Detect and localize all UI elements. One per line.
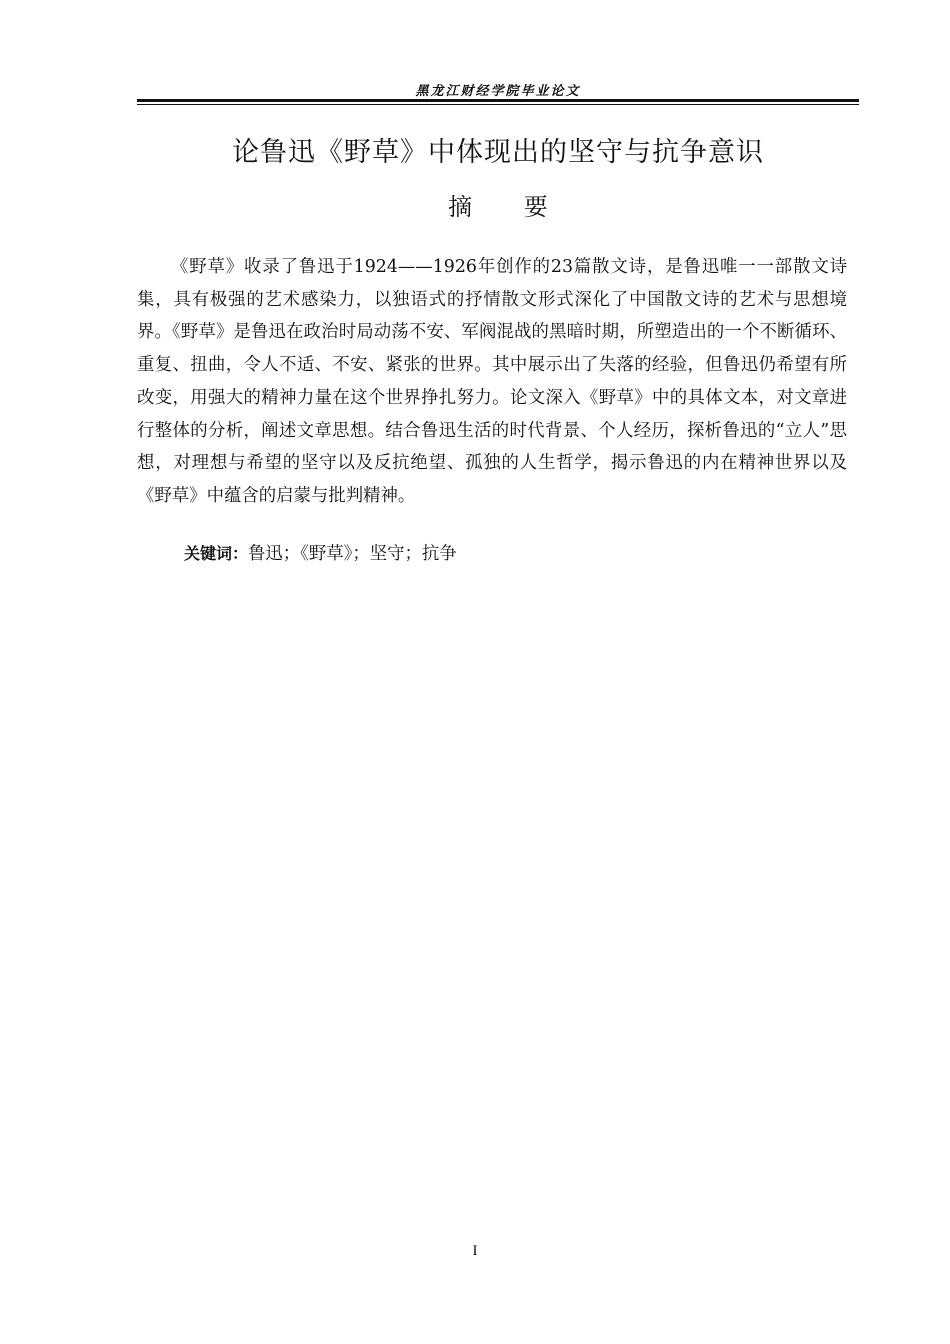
keywords-line [184, 538, 457, 570]
keywords-label: 关键词： [184, 544, 249, 563]
abstract-heading: 摘 要 [448, 193, 548, 221]
thesis-title: 论鲁迅《野草》中体现出的坚守与抗争意识 [232, 137, 764, 168]
header-double-rule [137, 99, 859, 105]
page-number: I [472, 1243, 478, 1259]
abstract-paragraph: 《野草》收录了鲁迅于1924——1926年创作的23篇散文诗，是鲁迅唯一一部散文诗集，具有极强的艺术感染力，以独语式的抒情散文形式深化了中国散文诗的艺术与思想境界。《野草》是鲁迅在政治时局动荡不安、军阀混战的黑暗时期，所塑造出的一个不断循环、重复、扭曲，令人不适、不安、紧张的世界。其中展示出了失落的经验，但鲁迅仍希望有所改变，用强大的精神力量在这个世界挣扎努力。论文深入《野草》中的具体文本，对文章进行整体的分析，阐述文章思想。结合鲁迅生活的时代背景、个人经历，探析鲁迅的“立人”思想，对理想与希望的坚守以及反抗绝望、孤独的人生哲学，揭示鲁迅的内在精神世界以及《野草》中蕴含的启蒙与批判精神。 [137, 257, 847, 506]
keywords-value: 鲁迅；《野草》；坚守；抗争 [248, 544, 457, 564]
running-header: 黑龙江财经学院毕业论文 [415, 84, 581, 99]
